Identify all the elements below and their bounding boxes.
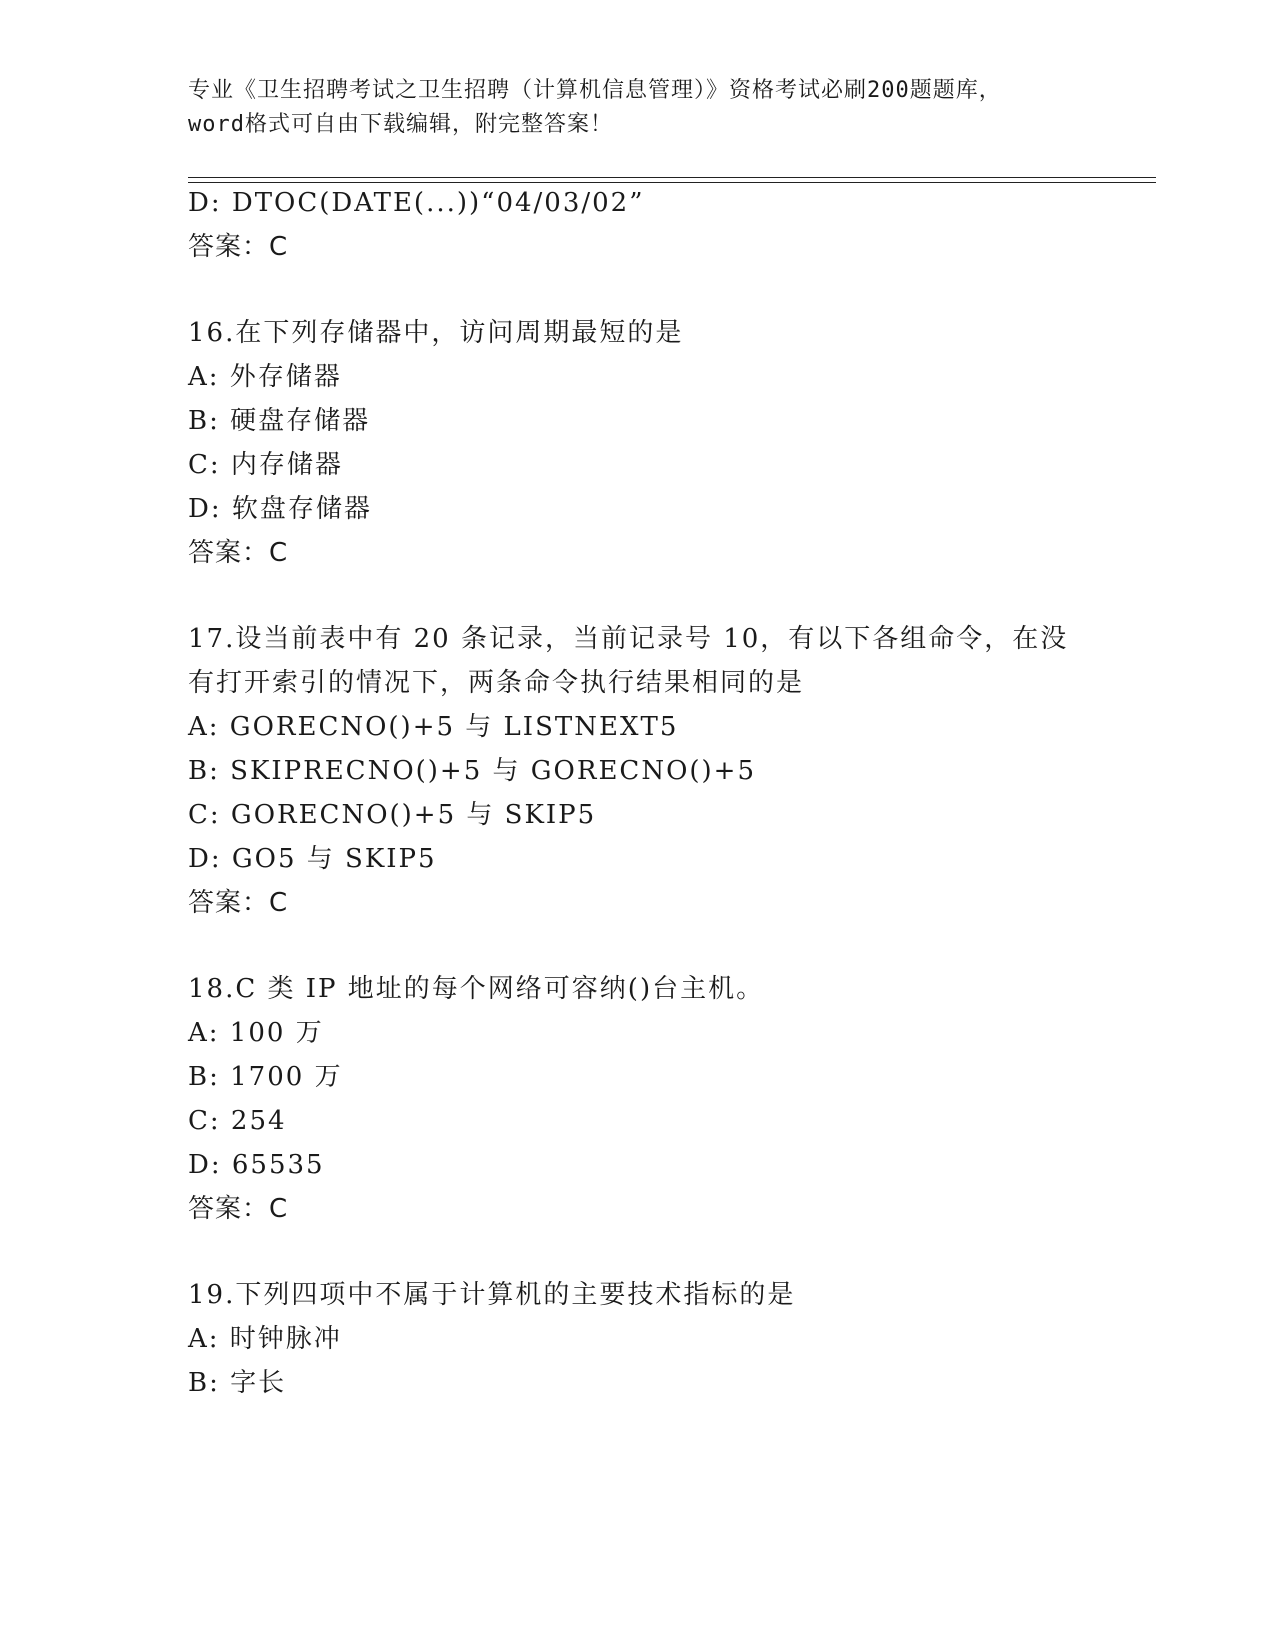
q17-answer: 答案：C bbox=[188, 888, 289, 918]
q19-stem: 19.下列四项中不属于计算机的主要技术指标的是 bbox=[188, 1280, 796, 1310]
prev-option-d: D: DTOC(DATE(...))“04/03/02” bbox=[188, 188, 645, 218]
q17-option-b: B: SKIPRECNO()+5 与 GORECNO()+5 bbox=[188, 756, 757, 786]
q16-option-c: C: 内存储器 bbox=[188, 450, 343, 480]
q17-stem-line-1: 17.设当前表中有 20 条记录，当前记录号 10，有以下各组命令，在没 bbox=[188, 624, 1069, 654]
header-divider-bottom bbox=[188, 182, 1156, 183]
q16-option-b: B: 硬盘存储器 bbox=[188, 406, 371, 436]
q19-option-a: A: 时钟脉冲 bbox=[188, 1324, 342, 1354]
q17-option-d: D: GO5 与 SKIP5 bbox=[188, 844, 437, 874]
q16-option-d: D: 软盘存储器 bbox=[188, 494, 372, 524]
header-divider-top bbox=[188, 177, 1156, 178]
q18-answer: 答案：C bbox=[188, 1194, 289, 1224]
q18-stem: 18.C 类 IP 地址的每个网络可容纳()台主机。 bbox=[188, 974, 765, 1004]
q17-option-a: A: GORECNO()+5 与 LISTNEXT5 bbox=[188, 712, 679, 742]
q19-option-b: B: 字长 bbox=[188, 1368, 287, 1398]
q17-option-c: C: GORECNO()+5 与 SKIP5 bbox=[188, 800, 597, 830]
q16-stem: 16.在下列存储器中，访问周期最短的是 bbox=[188, 318, 684, 348]
document-header bbox=[188, 74, 1088, 142]
header-title-line-2: word格式可自由下载编辑，附完整答案！ bbox=[188, 112, 613, 137]
q18-option-a: A: 100 万 bbox=[188, 1018, 324, 1048]
q16-option-a: A: 外存储器 bbox=[188, 362, 342, 392]
q18-option-b: B: 1700 万 bbox=[188, 1062, 343, 1092]
q17-stem-line-2: 有打开索引的情况下，两条命令执行结果相同的是 bbox=[188, 668, 805, 698]
prev-answer: 答案：C bbox=[188, 232, 289, 262]
header-title-line-1: 专业《卫生招聘考试之卫生招聘（计算机信息管理）》资格考试必刷200题题库， bbox=[188, 78, 1002, 103]
q18-option-c: C: 254 bbox=[188, 1106, 287, 1136]
q16-answer: 答案：C bbox=[188, 538, 289, 568]
q18-option-d: D: 65535 bbox=[188, 1150, 325, 1180]
